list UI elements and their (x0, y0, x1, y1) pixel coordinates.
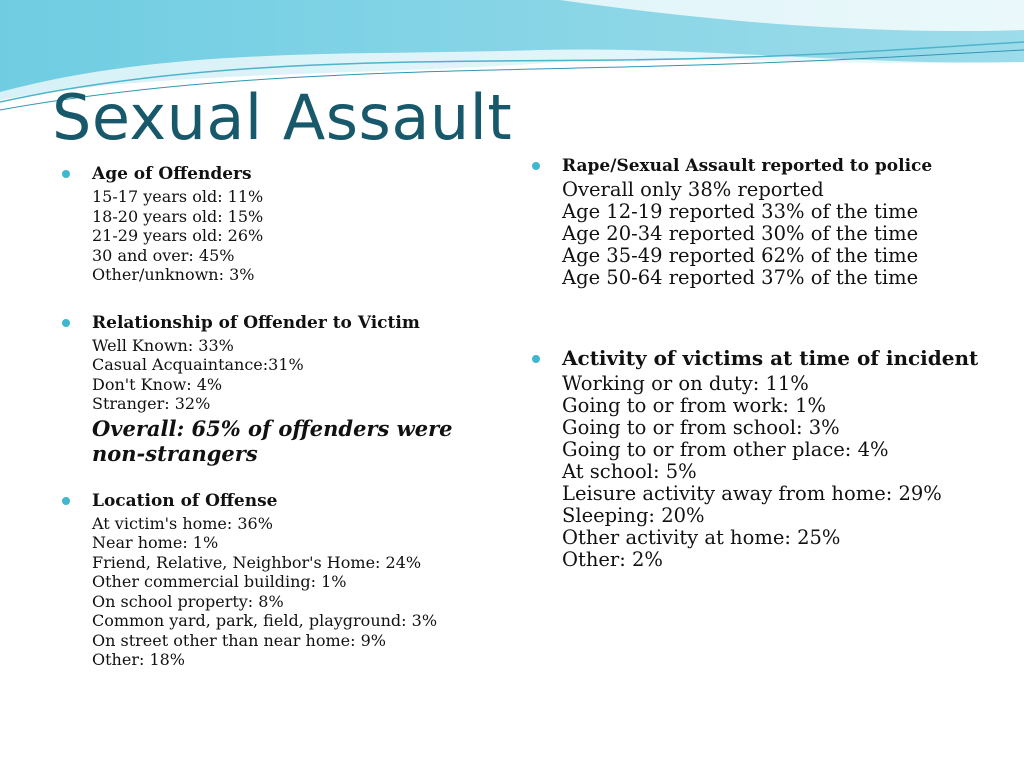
bullet-icon (532, 162, 540, 170)
list-item: Sleeping: 20% (562, 504, 705, 527)
list-item: Going to or from other place: 4% (562, 438, 889, 461)
list-item: Other commercial building: 1% (92, 572, 347, 591)
item-list (92, 336, 482, 414)
list-item: On street other than near home: 9% (92, 630, 386, 650)
list-item: Don't Know: 4% (92, 374, 223, 394)
section-reported-to-police (532, 155, 1002, 289)
list-item: Working or on duty: 11% (562, 372, 809, 395)
list-item: At victim's home: 36% (92, 513, 273, 533)
list-item: Other/unknown: 3% (92, 265, 255, 284)
list-item: 18-20 years old: 15% (92, 206, 264, 226)
section-heading: Relationship of Offender to Victim (92, 312, 420, 333)
list-item: Well Known: 33% (92, 335, 234, 355)
list-item: 30 and over: 45% (92, 245, 235, 265)
bullet-icon (62, 319, 70, 327)
list-item: Other: 2% (562, 548, 663, 571)
list-item: At school: 5% (562, 460, 697, 483)
list-item: Overall only 38% reported (562, 178, 824, 201)
list-item: Age 35-49 reported 62% of the time (562, 244, 919, 267)
right-column (532, 155, 1002, 571)
section-heading: Rape/Sexual Assault reported to police (562, 156, 933, 176)
list-item: 15-17 years old: 11% (92, 187, 264, 206)
list-item: 21-29 years old: 26% (92, 226, 264, 245)
list-item: Leisure activity away from home: 29% (562, 482, 942, 505)
list-item: Casual Acquaintance:31% (92, 355, 304, 374)
item-list (92, 187, 482, 285)
section-heading: Activity of victims at time of incident (562, 346, 979, 370)
section-heading: Age of Offenders (92, 164, 252, 184)
list-item: Other activity at home: 25% (562, 526, 841, 549)
bullet-icon (532, 355, 540, 363)
left-column (62, 163, 482, 670)
list-item: Age 12-19 reported 33% of the time (562, 200, 919, 223)
list-item: Near home: 1% (92, 533, 219, 552)
list-item: Other: 18% (92, 650, 186, 669)
section-heading: Location of Offense (92, 490, 278, 511)
list-item: Stranger: 32% (92, 394, 211, 413)
item-list (562, 373, 1002, 571)
list-item: Age 20-34 reported 30% of the time (562, 222, 919, 245)
list-item: Age 50-64 reported 37% of the time (562, 266, 919, 289)
section-relationship (62, 312, 482, 466)
list-item: On school property: 8% (92, 591, 284, 611)
list-item: Going to or from school: 3% (562, 416, 840, 439)
item-list (92, 514, 482, 670)
list-item: Common yard, park, field, playground: 3% (92, 611, 438, 630)
slide-title: Sexual Assault (52, 81, 513, 154)
section-age-of-offenders (62, 163, 482, 285)
section-location-of-offense (62, 490, 482, 670)
list-item: Going to or from work: 1% (562, 394, 827, 417)
bullet-icon (62, 497, 70, 505)
bullet-icon (62, 170, 70, 178)
overall-highlight: Overall: 65% of offenders were non-strangers (92, 415, 453, 466)
section-activity-of-victims (532, 345, 1002, 571)
item-list (562, 179, 1002, 289)
list-item: Friend, Relative, Neighbor's Home: 24% (92, 552, 422, 572)
